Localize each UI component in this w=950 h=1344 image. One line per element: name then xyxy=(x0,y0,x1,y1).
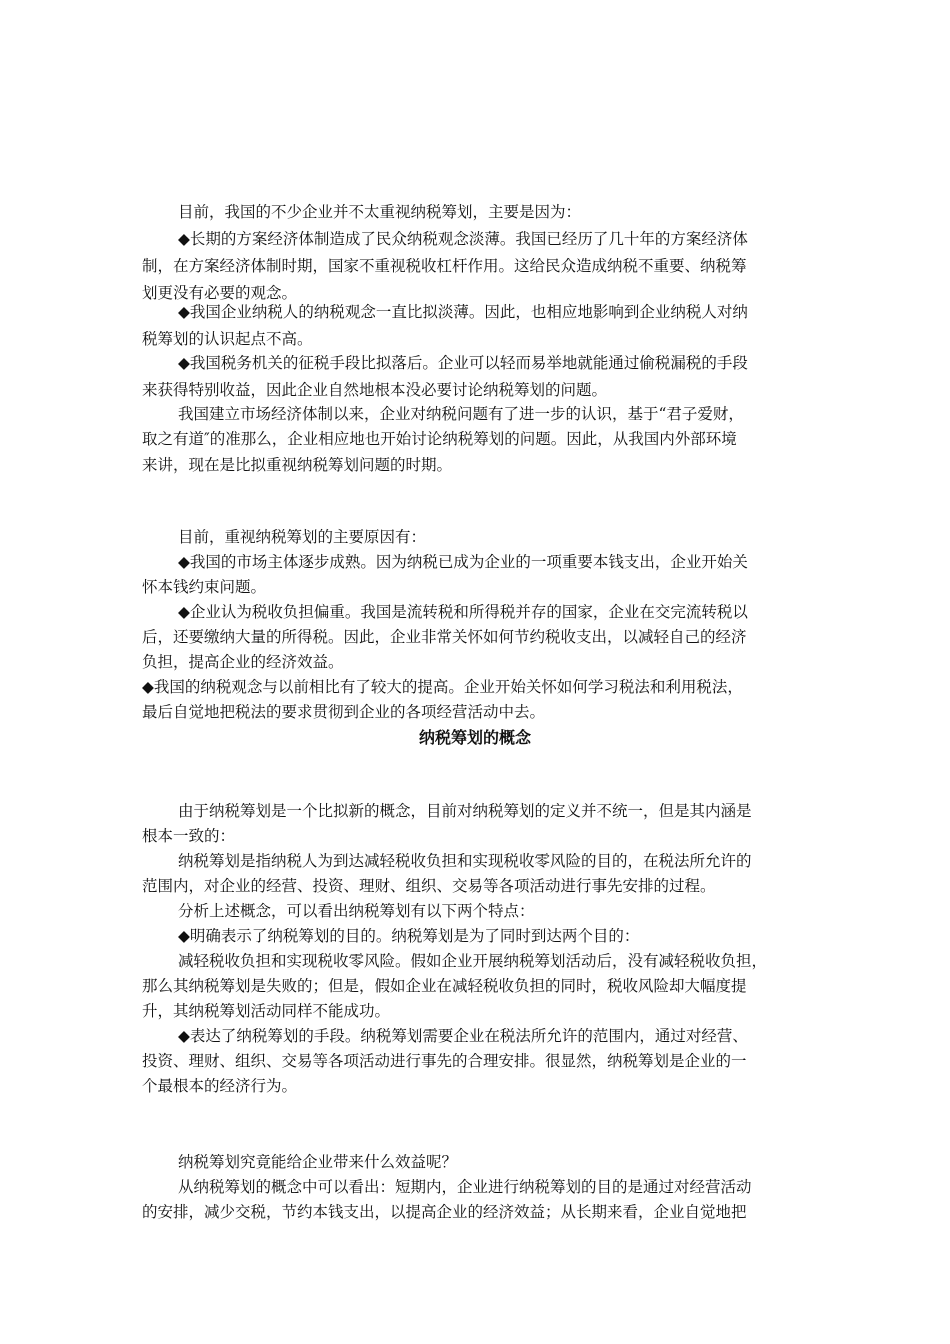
paragraph-line: 最后自觉地把税法的要求贯彻到企业的各项经营活动中去。 xyxy=(142,703,546,721)
paragraph-line: 由于纳税筹划是一个比拟新的概念，目前对纳税筹划的定义并不统一，但是其内涵是 xyxy=(178,802,752,820)
paragraph-line: 根本一致的： xyxy=(142,827,236,845)
paragraph-line: 制，在方案经济体制时期，国家不重视税收杠杆作用。这给民众造成纳税不重要、纳税筹 xyxy=(142,257,747,275)
paragraph-line: 怀本钱约束问题。 xyxy=(142,578,267,596)
paragraph-line: 来讲，现在是比拟重视纳税筹划问题的时期。 xyxy=(142,456,453,474)
paragraph-line: 分析上述概念，可以看出纳税筹划有以下两个特点： xyxy=(178,902,535,920)
paragraph-line: 目前，我国的不少企业并不太重视纳税筹划，主要是因为： xyxy=(178,203,582,221)
paragraph-line: 范围内，对企业的经营、投资、理财、组织、交易等各项活动进行事先安排的过程。 xyxy=(142,877,716,895)
paragraph-line: 个最根本的经济行为。 xyxy=(142,1077,298,1095)
paragraph-line: 纳税筹划究竟能给企业带来什么效益呢？ xyxy=(178,1153,458,1171)
paragraph-line: 来获得特别收益，因此企业自然地根本没必要讨论纳税筹划的问题。 xyxy=(142,381,608,399)
paragraph-line: 划更没有必要的观念。 xyxy=(142,284,298,302)
bullet-line: ◆我国企业纳税人的纳税观念一直比拟淡薄。因此，也相应地影响到企业纳税人对纳 xyxy=(178,303,748,321)
bullet-line: ◆企业认为税收负担偏重。我国是流转税和所得税并存的国家，企业在交完流转税以 xyxy=(178,603,748,621)
paragraph-line: 税筹划的认识起点不高。 xyxy=(142,330,313,348)
paragraph-line: 升，其纳税筹划活动同样不能成功。 xyxy=(142,1002,391,1020)
paragraph-line: 我国建立市场经济体制以来，企业对纳税问题有了进一步的认识，基于“君子爱财， xyxy=(178,405,744,423)
paragraph-line: 取之有道″的准那么，企业相应地也开始讨论纳税筹划的问题。因此，从我国内外部环境 xyxy=(142,430,737,448)
paragraph-line: 那么其纳税筹划是失败的；但是，假如企业在减轻税收负担的同时，税收风险却大幅度提 xyxy=(142,977,747,995)
paragraph-line: 目前，重视纳税筹划的主要原因有： xyxy=(178,528,427,546)
paragraph-line: 后，还要缴纳大量的所得税。因此，企业非常关怀如何节约税收支出，以减轻自己的经济 xyxy=(142,628,747,646)
bullet-line: ◆我国的纳税观念与以前相比有了较大的提高。企业开始关怀如何学习税法和利用税法， xyxy=(142,678,743,696)
paragraph-line: 减轻税收负担和实现税收零风险。假如企业开展纳税筹划活动后，没有减轻税收负担， xyxy=(178,952,768,970)
bullet-line: ◆明确表示了纳税筹划的目的。纳税筹划是为了同时到达两个目的： xyxy=(178,927,640,945)
paragraph-line: 从纳税筹划的概念中可以看出：短期内，企业进行纳税筹划的目的是通过对经营活动 xyxy=(178,1178,752,1196)
bullet-line: ◆我国的市场主体逐步成熟。因为纳税已成为企业的一项重要本钱支出，企业开始关 xyxy=(178,553,748,571)
bullet-line: ◆长期的方案经济体制造成了民众纳税观念淡薄。我国已经历了几十年的方案经济体 xyxy=(178,230,748,248)
section-heading: 纳税筹划的概念 xyxy=(418,728,531,747)
bullet-line: ◆表达了纳税筹划的手段。纳税筹划需要企业在税法所允许的范围内，通过对经营、 xyxy=(178,1027,748,1045)
paragraph-line: 的安排，减少交税，节约本钱支出，以提高企业的经济效益；从长期来看，企业自觉地把 xyxy=(142,1203,747,1221)
paragraph-line: 纳税筹划是指纳税人为到达减轻税收负担和实现税收零风险的目的，在税法所允许的 xyxy=(178,852,752,870)
paragraph-line: 负担，提高企业的经济效益。 xyxy=(142,653,344,671)
bullet-line: ◆我国税务机关的征税手段比拟落后。企业可以轻而易举地就能通过偷税漏税的手段 xyxy=(178,354,748,372)
paragraph-line: 投资、理财、组织、交易等各项活动进行事先的合理安排。很显然，纳税筹划是企业的一 xyxy=(142,1052,747,1070)
